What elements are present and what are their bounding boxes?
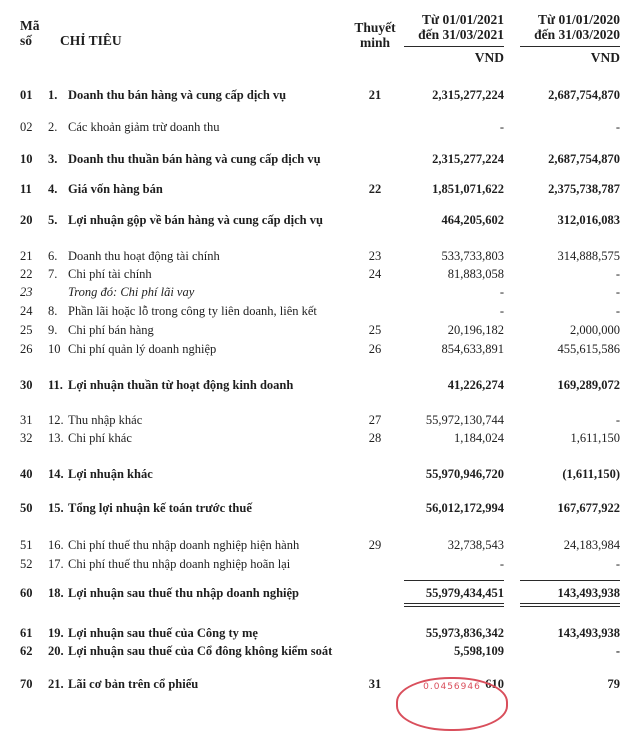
row-code: 25 xyxy=(20,323,33,337)
row-note: 27 xyxy=(368,413,382,427)
row-label: Lãi cơ bản trên cổ phiếu xyxy=(68,677,199,691)
row-number: 12. xyxy=(48,413,64,427)
row-value-2021: 55,973,836,342 xyxy=(425,626,504,640)
table-row xyxy=(0,247,640,265)
row-value-2020: (1,611,150) xyxy=(562,467,620,481)
row-value-2021: 533,733,803 xyxy=(441,249,504,263)
row-code: 70 xyxy=(20,677,33,691)
table-row xyxy=(0,283,640,301)
row-value-2021: 2,315,277,224 xyxy=(432,152,504,166)
row-number: 4. xyxy=(48,182,58,196)
row-label: Lợi nhuận khác xyxy=(68,467,153,481)
row-label: Chi phí khác xyxy=(68,431,132,445)
row-value-2020: 143,493,938 xyxy=(557,626,620,640)
row-code: 31 xyxy=(20,413,33,427)
row-label: Lợi nhuận thuần từ hoạt động kinh doanh xyxy=(68,378,294,392)
row-label: Doanh thu hoạt động tài chính xyxy=(68,249,220,263)
row-value-2021: 20,196,182 xyxy=(447,323,504,337)
row-number: 5. xyxy=(48,213,58,227)
row-number: 19. xyxy=(48,626,64,640)
row-label: Lợi nhuận sau thuế của Cổ đông không kiểm soát xyxy=(68,644,333,658)
row-label: Giá vốn hàng bán xyxy=(68,182,163,196)
row-code: 22 xyxy=(20,267,33,281)
row-code: 30 xyxy=(20,378,33,392)
row-label: Lợi nhuận sau thuế của Công ty mẹ xyxy=(68,626,258,640)
table-row xyxy=(0,465,640,483)
row-label: Chi phí thuế thu nhập doanh nghiệp hiện hành xyxy=(68,538,300,552)
row-value-2020: 169,289,072 xyxy=(557,378,620,392)
row-code: 61 xyxy=(20,626,33,640)
row-number: 9. xyxy=(48,323,58,337)
row-value-2021: 55,972,130,744 xyxy=(425,413,504,427)
row-number: 15. xyxy=(48,501,64,515)
currency-2021: VND xyxy=(474,50,504,65)
table-row xyxy=(0,321,640,339)
row-label: Chi phí quản lý doanh nghiệp xyxy=(68,342,217,356)
row-value-2020: 2,687,754,870 xyxy=(548,88,620,102)
row-value-2021: 464,205,602 xyxy=(441,213,504,227)
row-value-2021: 41,226,274 xyxy=(447,378,504,392)
company-seal-text: 0.0456946 xyxy=(423,682,481,692)
row-note: 24 xyxy=(368,267,382,281)
table-row xyxy=(0,642,640,660)
table-row xyxy=(0,118,640,136)
row-code: 23 xyxy=(20,285,33,299)
header-rule-2020 xyxy=(520,46,620,47)
row-code: 01 xyxy=(20,88,33,102)
row-number: 20. xyxy=(48,644,64,658)
row-number: 3. xyxy=(48,152,58,166)
row-note: 29 xyxy=(368,538,382,552)
code-header-line1: Mã xyxy=(20,18,40,33)
row-value-2020: 312,016,083 xyxy=(557,213,620,227)
period-2020-line1: Từ 01/01/2020 xyxy=(538,12,620,27)
row-number: 1. xyxy=(48,88,58,102)
row-code: 62 xyxy=(20,644,33,658)
row-label: Các khoản giảm trừ doanh thu xyxy=(68,120,220,134)
row-code: 60 xyxy=(20,586,33,600)
total-rule-bottom-2021-b xyxy=(404,606,504,607)
row-label: Trong đó: Chi phí lãi vay xyxy=(68,285,195,299)
row-note: 21 xyxy=(368,88,382,102)
row-code: 32 xyxy=(20,431,33,445)
row-value-2021: - xyxy=(499,304,504,318)
row-number: 21. xyxy=(48,677,64,691)
table-row xyxy=(0,624,640,642)
row-number: 13. xyxy=(48,431,64,445)
row-number: 11. xyxy=(48,378,63,392)
row-label: Tổng lợi nhuận kế toán trước thuế xyxy=(68,501,252,515)
row-code: 02 xyxy=(20,120,33,134)
table-row xyxy=(0,265,640,283)
table-row xyxy=(0,340,640,358)
total-rule-top-2020 xyxy=(520,580,620,581)
table-row xyxy=(0,376,640,394)
total-rule-bottom-2020-a xyxy=(520,603,620,604)
row-number: 16. xyxy=(48,538,64,552)
row-value-2021: 56,012,172,994 xyxy=(425,501,504,515)
row-value-2021: 55,979,434,451 xyxy=(425,586,504,600)
row-label: Doanh thu thuần bán hàng và cung cấp dịch vụ xyxy=(68,152,321,166)
row-value-2021: 1,184,024 xyxy=(454,431,504,445)
row-value-2021: 854,633,891 xyxy=(441,342,504,356)
row-label: Thu nhập khác xyxy=(68,413,143,427)
row-value-2020: - xyxy=(615,413,620,427)
table-row xyxy=(0,555,640,573)
row-value-2020: 1,611,150 xyxy=(570,431,620,445)
table-row xyxy=(0,536,640,554)
row-number: 6. xyxy=(48,249,58,263)
row-label: Chi phí bán hàng xyxy=(68,323,154,337)
total-rule-top-2021 xyxy=(404,580,504,581)
row-value-2020: - xyxy=(615,267,620,281)
row-value-2021: 5,598,109 xyxy=(454,644,504,658)
row-value-2020: 167,677,922 xyxy=(557,501,620,515)
row-value-2020: 143,493,938 xyxy=(557,586,620,600)
code-header-line2: số xyxy=(20,33,33,48)
period-2020-line2: đến 31/03/2020 xyxy=(534,27,620,42)
period-2021-line2: đến 31/03/2021 xyxy=(418,27,504,42)
row-code: 52 xyxy=(20,557,33,571)
row-note: 28 xyxy=(368,431,382,445)
total-rule-bottom-2020-b xyxy=(520,606,620,607)
total-rule-bottom-2021-a xyxy=(404,603,504,604)
row-value-2020: 24,183,984 xyxy=(563,538,620,552)
row-code: 20 xyxy=(20,213,33,227)
table-row xyxy=(0,411,640,429)
table-row xyxy=(0,180,640,198)
row-value-2021: - xyxy=(499,557,504,571)
row-value-2021: 32,738,543 xyxy=(447,538,504,552)
row-value-2020: 455,615,586 xyxy=(557,342,620,356)
row-value-2020: - xyxy=(615,120,620,134)
company-seal xyxy=(396,677,508,731)
row-note: 31 xyxy=(368,677,382,691)
row-number: 14. xyxy=(48,467,64,481)
row-value-2021: 81,883,058 xyxy=(447,267,504,281)
row-code: 40 xyxy=(20,467,33,481)
row-value-2021: - xyxy=(499,285,504,299)
row-value-2020: - xyxy=(615,644,620,658)
row-note: 25 xyxy=(368,323,382,337)
row-label: Lợi nhuận gộp về bán hàng và cung cấp dịch vụ xyxy=(68,213,323,227)
row-note: 23 xyxy=(368,249,382,263)
table-row xyxy=(0,150,640,168)
row-label: Phần lãi hoặc lỗ trong công ty liên doanh, liên kết xyxy=(68,304,317,318)
row-code: 51 xyxy=(20,538,33,552)
period-2021-line1: Từ 01/01/2021 xyxy=(422,12,504,27)
row-value-2021: 2,315,277,224 xyxy=(432,88,504,102)
row-value-2021: 55,970,946,720 xyxy=(425,467,504,481)
row-value-2020: 79 xyxy=(607,677,620,691)
row-code: 26 xyxy=(20,342,33,356)
row-code: 24 xyxy=(20,304,33,318)
row-label: Chi phí thuế thu nhập doanh nghiệp hoãn lại xyxy=(68,557,291,571)
table-row xyxy=(0,675,640,693)
row-number: 2. xyxy=(48,120,58,134)
row-note: 22 xyxy=(368,182,382,196)
header-rule-2021 xyxy=(404,46,504,47)
row-value-2020: 2,687,754,870 xyxy=(548,152,620,166)
row-value-2020: 314,888,575 xyxy=(557,249,620,263)
indicator-header: CHỈ TIÊU xyxy=(60,33,122,48)
row-code: 11 xyxy=(20,182,32,196)
table-row xyxy=(0,211,640,229)
row-number: 17. xyxy=(48,557,64,571)
note-header-line2: minh xyxy=(359,35,390,50)
row-code: 21 xyxy=(20,249,33,263)
row-value-2020: - xyxy=(615,304,620,318)
table-row xyxy=(0,86,640,104)
row-value-2021: 610 xyxy=(485,677,504,691)
row-code: 10 xyxy=(20,152,33,166)
table-row xyxy=(0,429,640,447)
row-number: 18. xyxy=(48,586,64,600)
currency-2020: VND xyxy=(590,50,620,65)
note-header-line1: Thuyết xyxy=(354,20,396,35)
row-label: Chi phí tài chính xyxy=(68,267,152,281)
row-value-2021: - xyxy=(499,120,504,134)
row-label: Doanh thu bán hàng và cung cấp dịch vụ xyxy=(68,88,287,102)
table-row xyxy=(0,499,640,517)
row-number: 7. xyxy=(48,267,58,281)
row-label: Lợi nhuận sau thuế thu nhập doanh nghiệp xyxy=(68,586,299,600)
row-value-2021: 1,851,071,622 xyxy=(432,182,504,196)
row-value-2020: - xyxy=(615,285,620,299)
row-number: 10 xyxy=(48,342,61,356)
table-row xyxy=(0,584,640,602)
row-value-2020: 2,000,000 xyxy=(570,323,620,337)
row-code: 50 xyxy=(20,501,33,515)
row-value-2020: 2,375,738,787 xyxy=(548,182,620,196)
table-row xyxy=(0,302,640,320)
row-number: 8. xyxy=(48,304,58,318)
row-value-2020: - xyxy=(615,557,620,571)
row-note: 26 xyxy=(368,342,382,356)
